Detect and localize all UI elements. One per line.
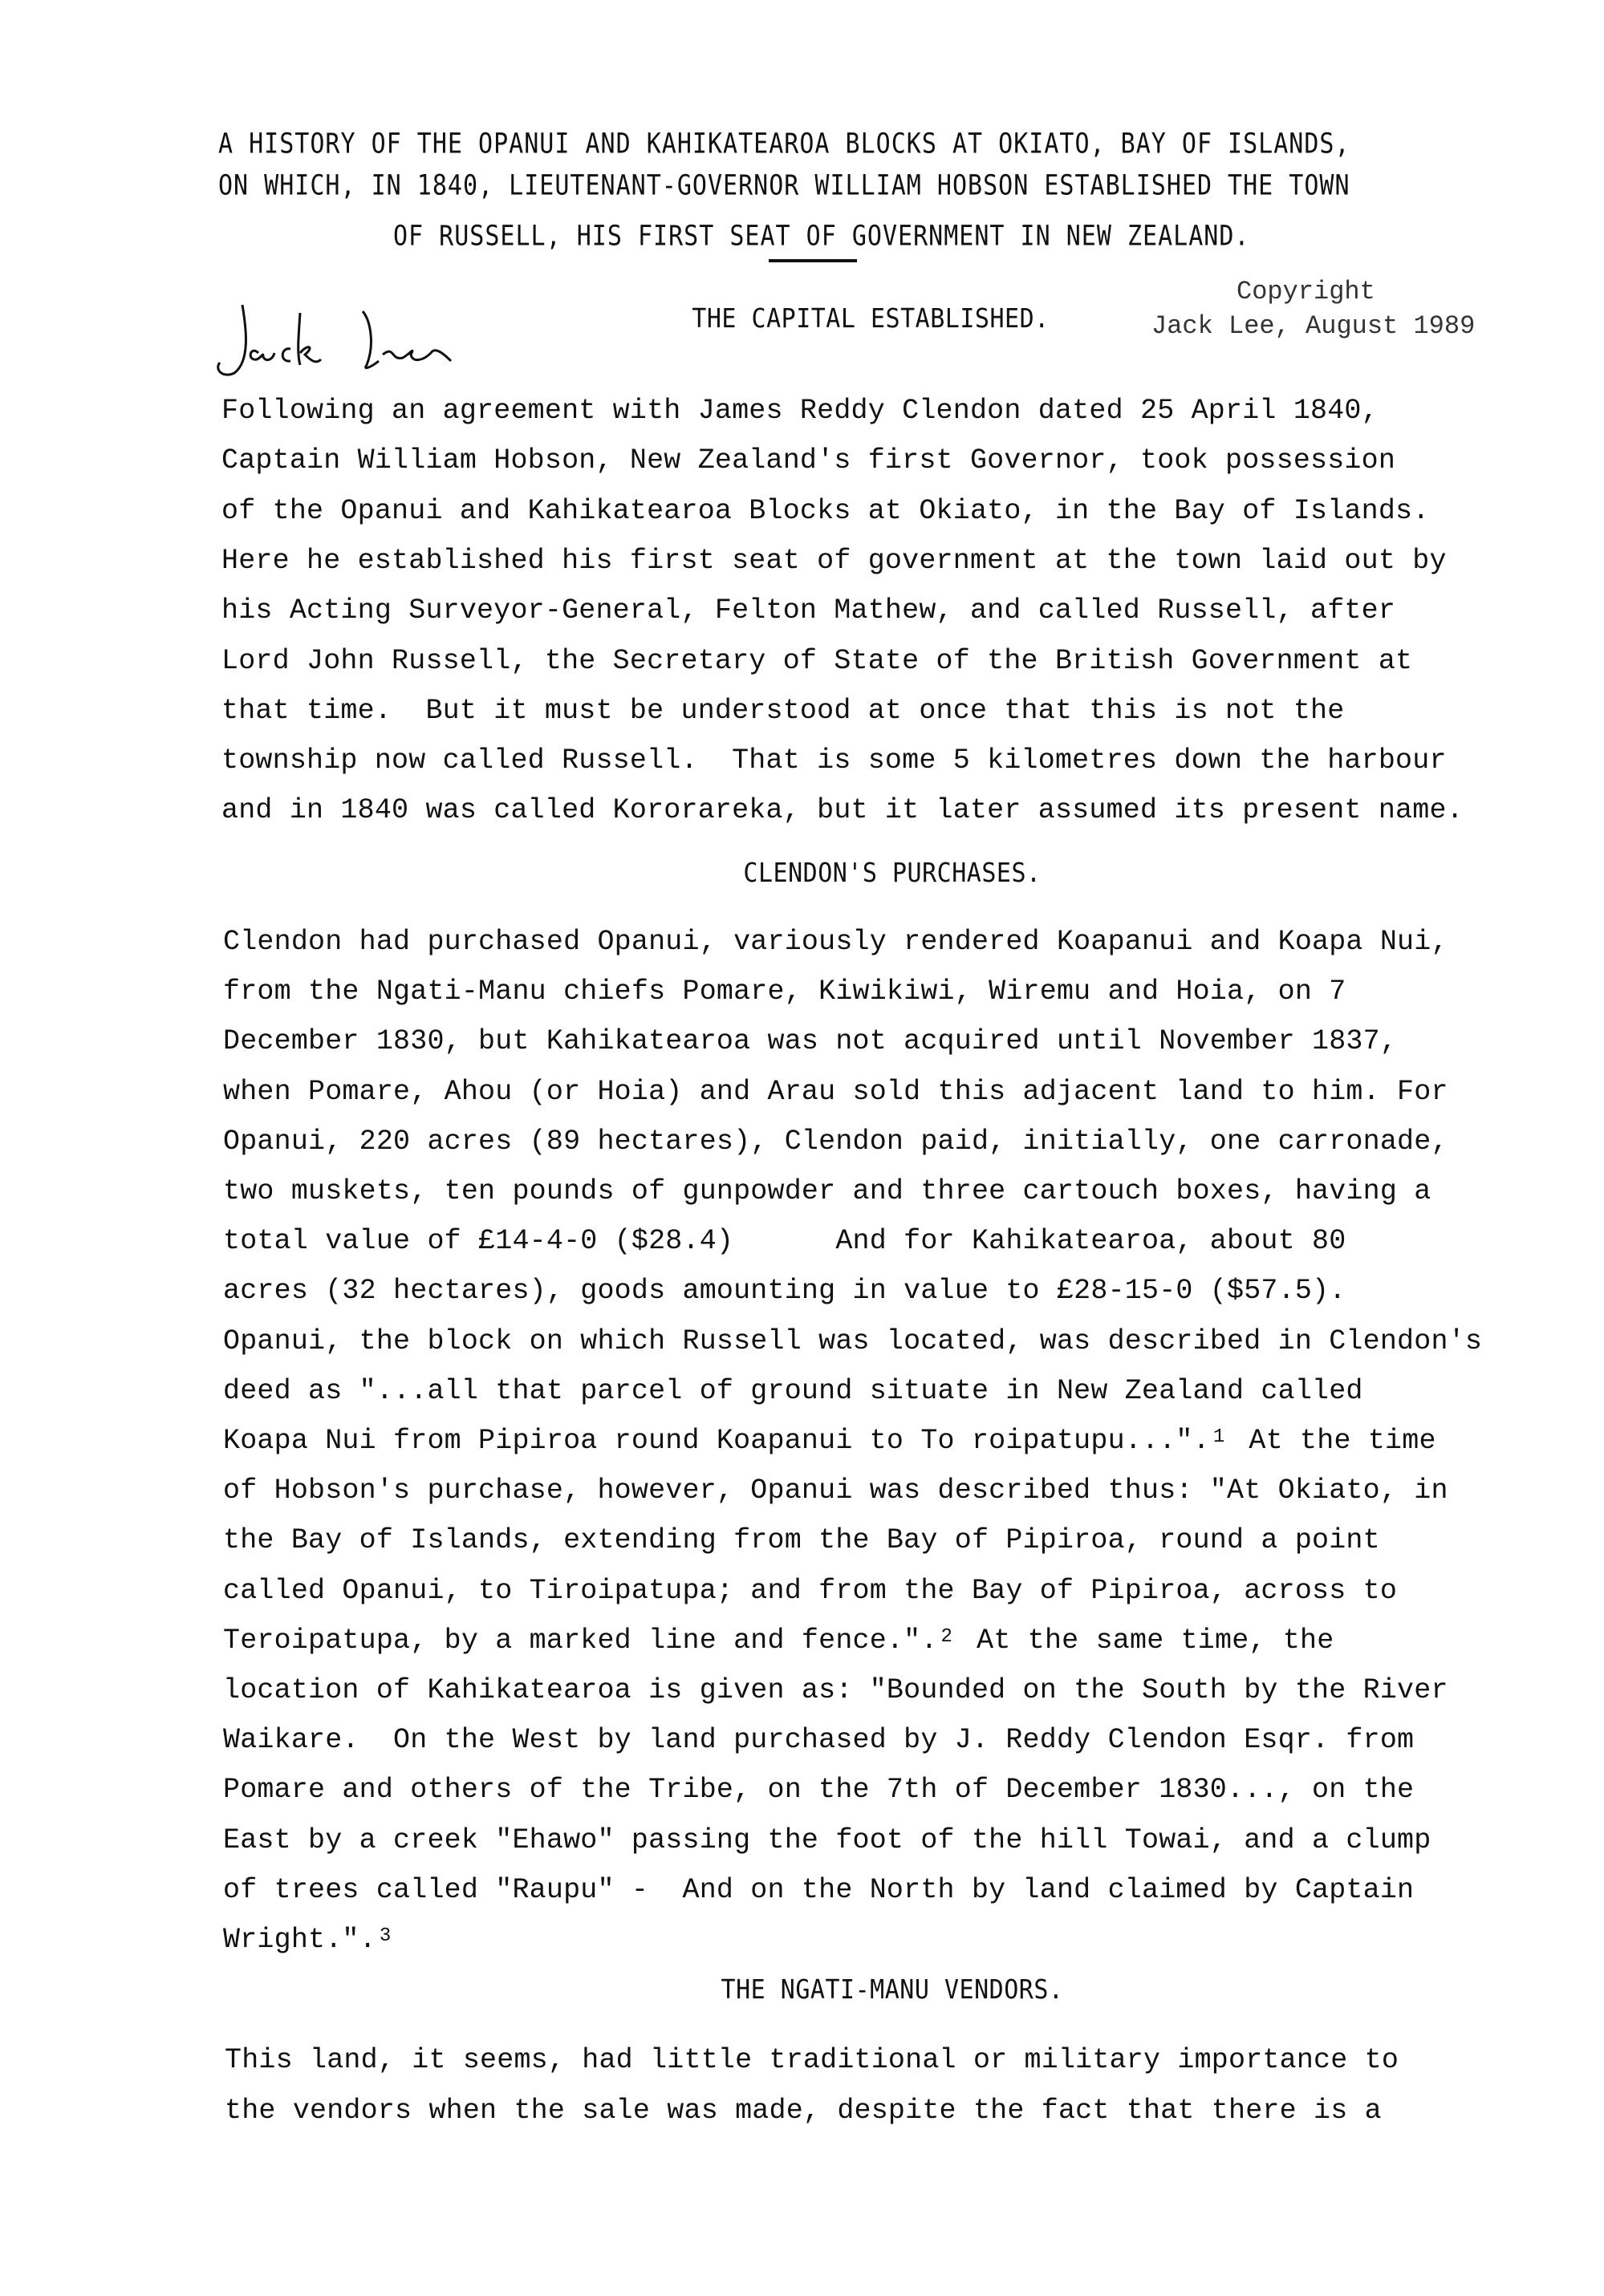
line-text: from the Ngati-Manu chiefs Pomare, Kiwikiwi, Wiremu and Hoia, on 7 bbox=[223, 976, 1346, 1008]
paragraph-line bbox=[223, 1674, 1448, 1706]
line-text: Pomare and others of the Tribe, on the 7th of December 1830..., on the bbox=[223, 1774, 1415, 1807]
title-underline bbox=[769, 259, 857, 262]
paragraph-line bbox=[223, 1126, 1448, 1158]
signature bbox=[210, 297, 547, 389]
line-text: location of Kahikatearoa is given as: "Bounded on the South by the River bbox=[223, 1674, 1448, 1706]
line-text: the vendors when the sale was made, despite the fact that there is a bbox=[225, 2094, 1382, 2127]
paragraph-line bbox=[223, 1225, 1346, 1257]
footnote-marker: 2 bbox=[940, 1625, 953, 1648]
paragraph-line bbox=[221, 794, 1464, 826]
section-heading-capital: THE CAPITAL ESTABLISHED. bbox=[692, 303, 1050, 335]
paragraph-line bbox=[223, 1724, 1414, 1756]
line-text: Here he established his first seat of government at the town laid out by bbox=[221, 544, 1447, 577]
line-text: December 1830, but Kahikatearoa was not acquired until November 1837, bbox=[223, 1025, 1398, 1058]
line-text: Clendon had purchased Opanui, variously rendered Koapanui and Koapa Nui, bbox=[223, 926, 1448, 958]
paragraph-line bbox=[223, 1524, 1380, 1556]
paragraph-line bbox=[221, 645, 1412, 677]
title-line-2: ON WHICH, IN 1840, LIEUTENANT-GOVERNOR WILLIAM HOBSON ESTABLISHED THE TOWN bbox=[218, 169, 1350, 202]
section-heading-purchases: CLENDON'S PURCHASES. bbox=[743, 858, 1042, 889]
line-text: Opanui, the block on which Russell was located, was described in Clendon's bbox=[223, 1324, 1483, 1357]
paragraph-line bbox=[223, 1425, 1436, 1460]
paragraph-line bbox=[223, 1375, 1363, 1407]
paragraph-line bbox=[221, 695, 1344, 727]
line-text: called Opanui, to Tiroipatupa; and from the Bay of Pipiroa, across to bbox=[223, 1574, 1398, 1607]
line-text: East by a creek "Ehawo" passing the foot of the hill Towai, and a clump bbox=[223, 1823, 1431, 1856]
paragraph-line bbox=[225, 2095, 1382, 2127]
line-text: two muskets, ten pounds of gunpowder and three cartouch boxes, having a bbox=[223, 1175, 1431, 1207]
line-text: Captain William Hobson, New Zealand's first Governor, took possession bbox=[221, 444, 1396, 477]
line-text: Opanui, 220 acres (89 hectares), Clendon paid, initially, one carronade, bbox=[223, 1125, 1448, 1158]
paragraph-line bbox=[223, 1275, 1346, 1307]
line-text: deed as "...all that parcel of ground situate in New Zealand called bbox=[223, 1374, 1363, 1407]
footnote-marker: 3 bbox=[379, 1925, 392, 1947]
paragraph-line bbox=[223, 1025, 1397, 1057]
paragraph-line bbox=[223, 926, 1448, 958]
line-text-continued: At the same time, the bbox=[977, 1624, 1334, 1657]
paragraph-line bbox=[223, 1625, 1334, 1660]
paragraph-line bbox=[223, 1874, 1414, 1906]
line-text: Lord John Russell, the Secretary of State of the British Government at bbox=[221, 644, 1413, 677]
line-text: when Pomare, Ahou (or Hoia) and Arau sold this adjacent land to him. For bbox=[223, 1075, 1448, 1108]
paragraph-line bbox=[223, 1924, 415, 1959]
paragraph-line bbox=[223, 1076, 1448, 1108]
line-text: This land, it seems, had little traditional or military importance to bbox=[225, 2044, 1399, 2076]
paragraph-line bbox=[223, 1175, 1431, 1207]
line-text: Teroipatupa, by a marked line and fence.". bbox=[223, 1624, 938, 1657]
paragraph-line bbox=[223, 1824, 1431, 1856]
paragraph-line bbox=[221, 594, 1395, 627]
paragraph-line bbox=[221, 495, 1429, 527]
line-text: township now called Russell. That is some 5 kilometres down the harbour bbox=[221, 744, 1447, 777]
line-text: total value of £14-4-0 ($28.4) And for Kahikatearoa, about 80 bbox=[223, 1225, 1346, 1258]
line-text: that time. But it must be understood at once that this is not the bbox=[221, 694, 1345, 727]
paragraph-line bbox=[221, 395, 1379, 427]
line-text: Following an agreement with James Reddy Clendon dated 25 April 1840, bbox=[221, 395, 1379, 427]
line-text: his Acting Surveyor-General, Felton Mathew, and called Russell, after bbox=[221, 594, 1396, 627]
line-text: Wright.". bbox=[223, 1924, 376, 1956]
paragraph-line bbox=[223, 1774, 1414, 1806]
paragraph-line bbox=[221, 744, 1447, 777]
paragraph-line bbox=[223, 1325, 1482, 1357]
line-text: acres (32 hectares), goods amounting in value to £28-15-0 ($57.5). bbox=[223, 1275, 1346, 1308]
line-text: of trees called "Raupu" - And on the North by land claimed by Captain bbox=[223, 1873, 1415, 1906]
paragraph-line bbox=[223, 1475, 1448, 1507]
paragraph-line bbox=[225, 2044, 1399, 2076]
title-line-1: A HISTORY OF THE OPANUI AND KAHIKATEAROA BLOCKS AT OKIATO, BAY OF ISLANDS, bbox=[218, 128, 1350, 160]
paragraph-line bbox=[221, 545, 1447, 577]
line-text: the Bay of Islands, extending from the Bay of Pipiroa, round a point bbox=[223, 1524, 1380, 1557]
copyright-author-date: Jack Lee, August 1989 bbox=[1151, 311, 1476, 341]
copyright-label: Copyright bbox=[1237, 277, 1375, 306]
footnote-marker: 1 bbox=[1212, 1426, 1225, 1448]
line-text-continued: At the time bbox=[1249, 1425, 1436, 1457]
title-line-3: OF RUSSELL, HIS FIRST SEAT OF GOVERNMENT IN NEW ZEALAND. bbox=[393, 220, 1250, 253]
line-text: and in 1840 was called Kororareka, but it later assumed its present name. bbox=[221, 794, 1464, 827]
section-heading-vendors: THE NGATI-MANU VENDORS. bbox=[721, 1974, 1064, 2006]
line-text: of Hobson's purchase, however, Opanui was described thus: "At Okiato, in bbox=[223, 1475, 1448, 1507]
line-text: of the Opanui and Kahikatearoa Blocks at Okiato, in the Bay of Islands. bbox=[221, 494, 1430, 527]
line-text: Koapa Nui from Pipiroa round Koapanui to To roipatupu...". bbox=[223, 1425, 1210, 1457]
paragraph-line bbox=[221, 444, 1395, 477]
paragraph-line bbox=[223, 1575, 1397, 1607]
line-text: Waikare. On the West by land purchased by J. Reddy Clendon Esqr. from bbox=[223, 1724, 1415, 1757]
paragraph-line bbox=[223, 976, 1346, 1008]
